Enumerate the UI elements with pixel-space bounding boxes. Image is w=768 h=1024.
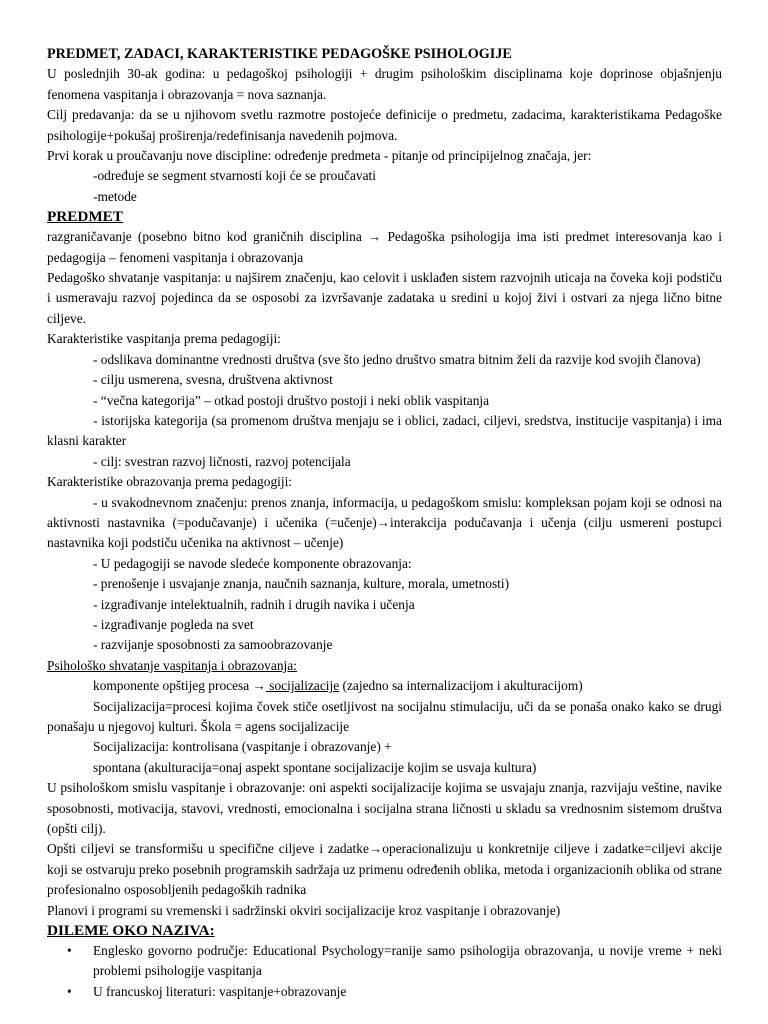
psiholosko-shvatanje-heading: Psihološko shvatanje vaspitanja i obrazovanja: bbox=[47, 657, 297, 673]
vaspitanje-item: - odslikava dominantne vrednosti društva (sve što jedno društvo smatra bitnim želi da razvije kod svojih članova) bbox=[93, 351, 701, 367]
vaspitanje-item: - cilju usmerena, svesna, društvena aktivnost bbox=[93, 372, 333, 388]
first-step-item: -određuje se segment stvarnosti koji će se proučavati bbox=[93, 168, 376, 184]
obrazovanje-heading: Karakteristike obrazovanja prema pedagogiji: bbox=[47, 474, 293, 490]
dileme-item: • Englesko govorno područje: Educational Psychology=ranije samo psihologija obrazovanja, u novije vreme + neki problemi psihologije vaspitanja bbox=[93, 941, 722, 982]
socijalizacija-kontrolisana: Socijalizacija: kontrolisana (vaspitanje i obrazovanje) + bbox=[93, 739, 392, 755]
vaspitanje-item: - cilj: svestran razvoj ličnosti, razvoj potencijala bbox=[93, 453, 351, 469]
psiholoski-smisao-paragraph: U psihološkom smislu vaspitanje i obrazovanje: oni aspekti socijalizacije kojima se usvajaju znanja, razvijaju veštine, navike sposobnosti, motivacija, stavovi, vrednosti, emocionalna i socijalna strana ličnosti u skladu sa vrednosnim sistemom društva (opšti cilj). bbox=[47, 780, 722, 837]
obrazovanje-item: - U pedagogiji se navode sledeće komponente obrazovanja: bbox=[93, 555, 412, 571]
vaspitanje-item: - “večna kategorija” – otkad postoji društvo postoji i neki oblik vaspitanja bbox=[93, 392, 490, 408]
vaspitanje-heading: Karakteristike vaspitanja prema pedagogiji: bbox=[47, 331, 281, 347]
opsti-ciljevi-paragraph: Opšti ciljevi se transformišu u specifične ciljeve i zadatke→operacionalizuju u konkretnije ciljeve i zadatke=ciljevi akcije koji se ostvaruju preko posebnih programskih sadržaja uz primenu određenih oblika, metoda i organizacionih oblika od strane profesionalno osposobljenih pedagoških radnika bbox=[47, 841, 722, 898]
dileme-item: • U francuskoj literaturi: vaspitanje+obrazovanje bbox=[93, 982, 722, 1002]
intro-paragraph-1: U poslednjih 30-ak godina: u pedagoškoj psihologiji + drugim psihološkim disciplinama koje doprinose objašnjenju fenomena vaspitanja i obrazovanja = nova saznanja. bbox=[47, 66, 722, 102]
socijalizacija-definition: Socijalizacija=procesi kojima čovek stiče osetljivost na socijalnu stimulaciju, uči da se ponaša onako kako se drugi ponašaju u njegovoj kulturi. Škola = agens socijalizacije bbox=[47, 698, 722, 734]
razgranicavanje-paragraph: razgraničavanje (posebno bitno kod graničnih disciplina → Pedagoška psihologija ima isti predmet interesovanja kao i pedagogija – fenomeni vaspitanja i obrazovanja bbox=[47, 229, 722, 265]
section-heading-predmet: PREDMET bbox=[47, 208, 123, 226]
socijalizacija-spontana: spontana (akulturacija=onaj aspekt spontane socijalizacije kojim se usvaja kultura) bbox=[93, 759, 537, 775]
obrazovanje-item: - razvijanje sposobnosti za samoobrazovanje bbox=[93, 637, 333, 653]
obrazovanje-item: - izgrađivanje intelektualnih, radnih i drugih navika i učenja bbox=[93, 596, 415, 612]
first-step-item: -metode bbox=[93, 188, 137, 204]
komponente-line bbox=[47, 676, 722, 696]
dileme-list bbox=[47, 941, 722, 1002]
intro-paragraph-2: Cilj predavanja: da se u njihovom svetlu razmotre postojeće definicije o predmetu, zadacima, karakteristikama Pedagoške psihologije+pokušaj proširenja/redefinisanja navedenih pojmova. bbox=[47, 107, 722, 143]
vaspitanje-item: - istorijska kategorija (sa promenom društva menjaju se i oblici, zadaci, ciljevi, sredstva, institucije vaspitanja) i ima klasni karakter bbox=[47, 412, 722, 449]
intro-paragraph-3: Prvi korak u proučavanju nove discipline: određenje predmeta - pitanje od principijelnog značaja, jer: bbox=[47, 148, 592, 164]
section-heading-dileme: DILEME OKO NAZIVA: bbox=[47, 922, 215, 940]
komponente-text: komponente opštijeg procesa → bbox=[93, 678, 266, 694]
komponente-suffix: (zajedno sa internalizacijom i akulturacijom) bbox=[339, 678, 583, 694]
obrazovanje-item: - izgrađivanje pogleda na svet bbox=[93, 616, 254, 632]
document-title: PREDMET, ZADACI, KARAKTERISTIKE PEDAGOŠKE PSIHOLOGIJE bbox=[47, 46, 512, 62]
planovi-paragraph: Planovi i programi su vremenski i sadržinski okviri socijalizacije kroz vaspitanje i obrazovanje) bbox=[47, 902, 561, 918]
obrazovanje-item: - prenošenje i usvajanje znanja, naučnih saznanja, kulture, morala, umetnosti) bbox=[93, 576, 510, 592]
obrazovanje-main-item: - u svakodnevnom značenju: prenos znanja, informacija, u pedagoškom smislu: kompleksan pojam koji se odnosi na aktivnosti nastavnika (=podučavanje) i učenika (=učenje)→interakcija podučavanja i učenja (cilju usmereni postupci nastavnika koji podstiču učenika na aktivnost – učenje) bbox=[47, 494, 722, 551]
socijalizacije-term: socijalizacije bbox=[265, 678, 340, 694]
pedagosko-shvatanje-paragraph: Pedagoško shvatanje vaspitanja: u najširem značenju, kao celovit i usklađen sistem razvojnih uticaja na čoveka koji podstiču i usmeravaju razvoj pojedinca da se osposobi za izvršavanje zadataka u sredini u kojoj živi i ostvari za njega lično bitne ciljeve. bbox=[47, 270, 722, 326]
